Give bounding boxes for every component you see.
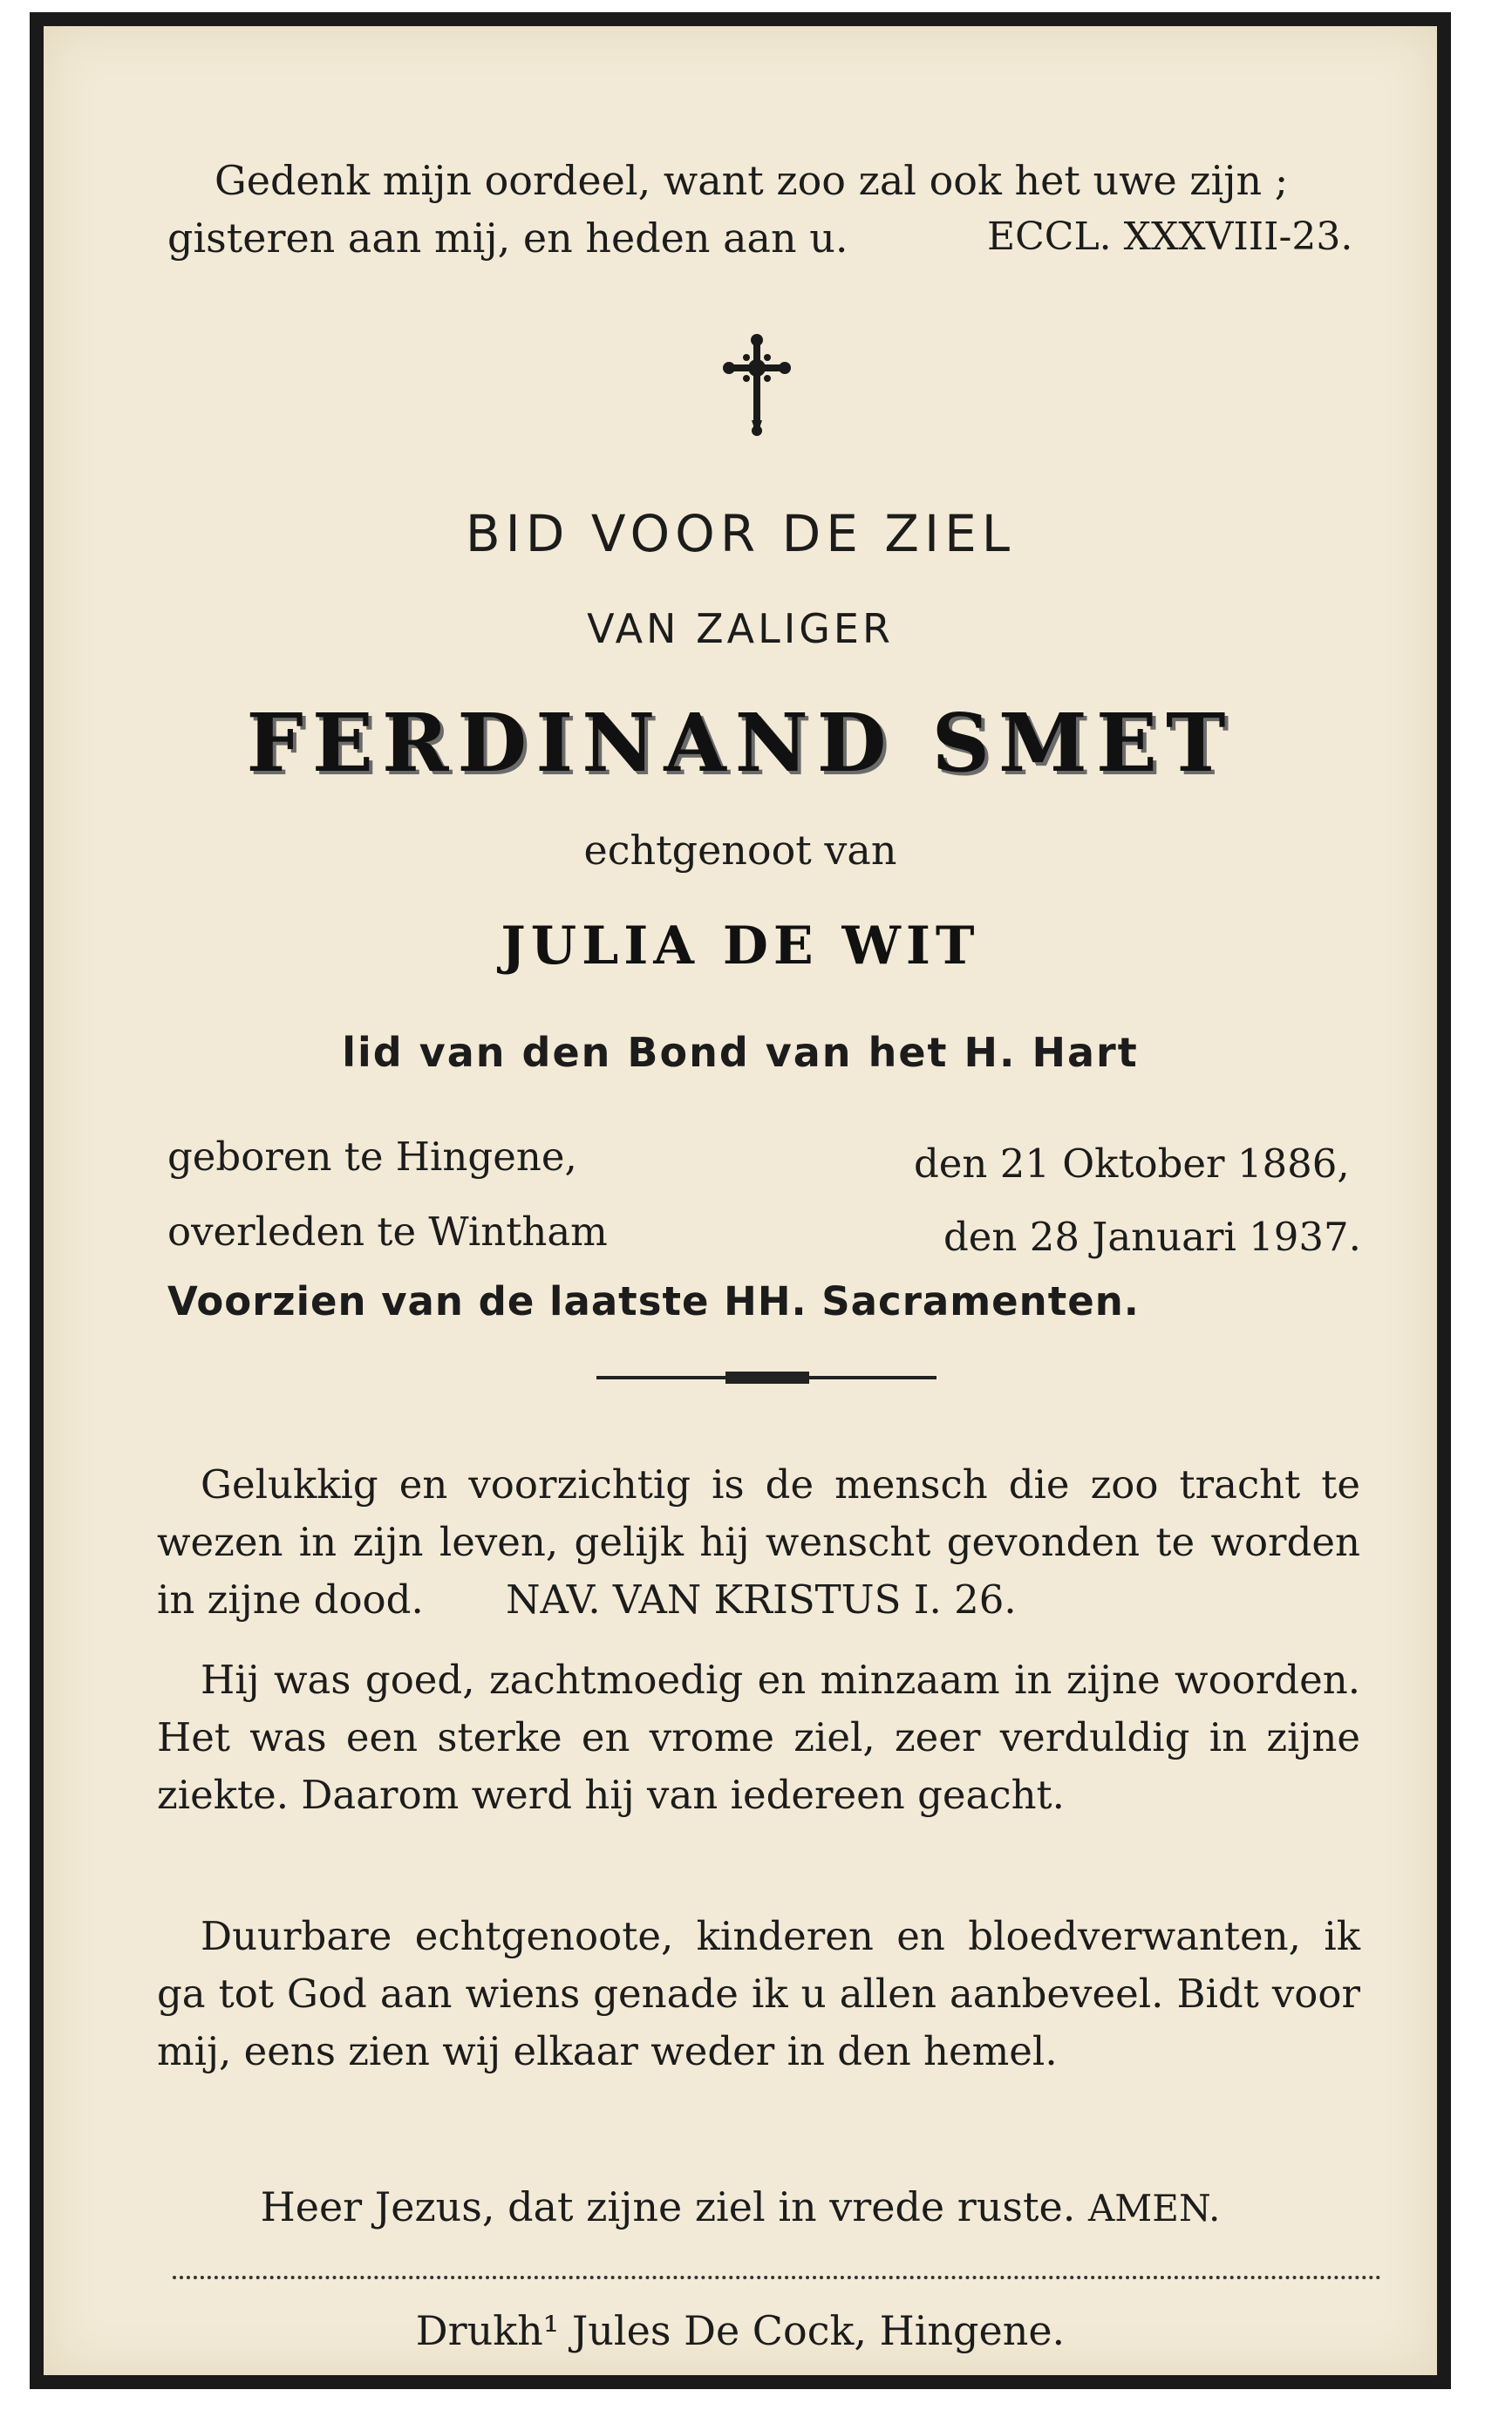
membership: lid van den Bond van het H. Hart bbox=[342, 1029, 1139, 1076]
prayer-amen: AMEN. bbox=[1087, 2187, 1221, 2230]
birth-place: geboren te Hingene, bbox=[167, 1134, 577, 1180]
cross-icon bbox=[722, 333, 792, 438]
epigraph-line-1: Gedenk mijn oordeel, want zoo zal ook het uwe zijn ; bbox=[215, 157, 1289, 204]
death-date: den 28 Januari 1937. bbox=[943, 1214, 1361, 1260]
birth-date: den 21 Oktober 1886, bbox=[914, 1140, 1350, 1187]
printer-separator bbox=[173, 2276, 1381, 2279]
farewell-paragraph bbox=[157, 1908, 1360, 2080]
epigraph-reference: ECCL. XXXVIII-23. bbox=[987, 214, 1353, 259]
epigraph-line-2: gisteren aan mij, en heden aan u. bbox=[167, 214, 848, 262]
character-paragraph bbox=[157, 1651, 1360, 1824]
spouse-intro: echtgenoot van bbox=[583, 827, 897, 874]
quote-text: Gelukkig en voorzichtig is de mensch die zoo tracht te wezen in zijn leven, gelijk hij wenscht gevonden te worden in zijne dood. bbox=[157, 1461, 1360, 1623]
sacraments: Voorzien van de laatste HH. Sacramenten. bbox=[167, 1278, 1140, 1324]
prayer-text: Heer Jezus, dat zijne ziel in vrede ruste. bbox=[260, 2183, 1076, 2230]
character-text: Hij was goed, zachtmoedig en minzaam in zijne woorden. Het was een sterke en vrome ziel, zeer verduldig in zijne ziekte. Daarom werd hij van iedereen geacht. bbox=[157, 1657, 1360, 1818]
printer-credit: Drukh¹ Jules De Cock, Hingene. bbox=[415, 2307, 1066, 2354]
deceased-name: FERDINAND SMET bbox=[246, 696, 1235, 790]
memorial-card bbox=[30, 12, 1451, 2389]
heading-pray: BID VOOR DE ZIEL bbox=[465, 504, 1016, 563]
heading-van-zaliger: VAN ZALIGER bbox=[587, 605, 894, 652]
prayer-line bbox=[44, 2183, 1437, 2230]
spouse-name: JULIA DE WIT bbox=[501, 916, 980, 977]
divider-ornament bbox=[725, 1372, 809, 1384]
death-place: overleden te Wintham bbox=[167, 1208, 608, 1255]
quote-reference: NAV. VAN KRISTUS I. 26. bbox=[506, 1576, 1017, 1623]
quote-paragraph bbox=[157, 1456, 1360, 1629]
farewell-text: Duurbare echtgenoote, kinderen en bloedverwanten, ik ga tot God aan wiens genade ik u allen aanbeveel. Bidt voor mij, eens zien wij elkaar weder in den hemel. bbox=[157, 1913, 1360, 2074]
